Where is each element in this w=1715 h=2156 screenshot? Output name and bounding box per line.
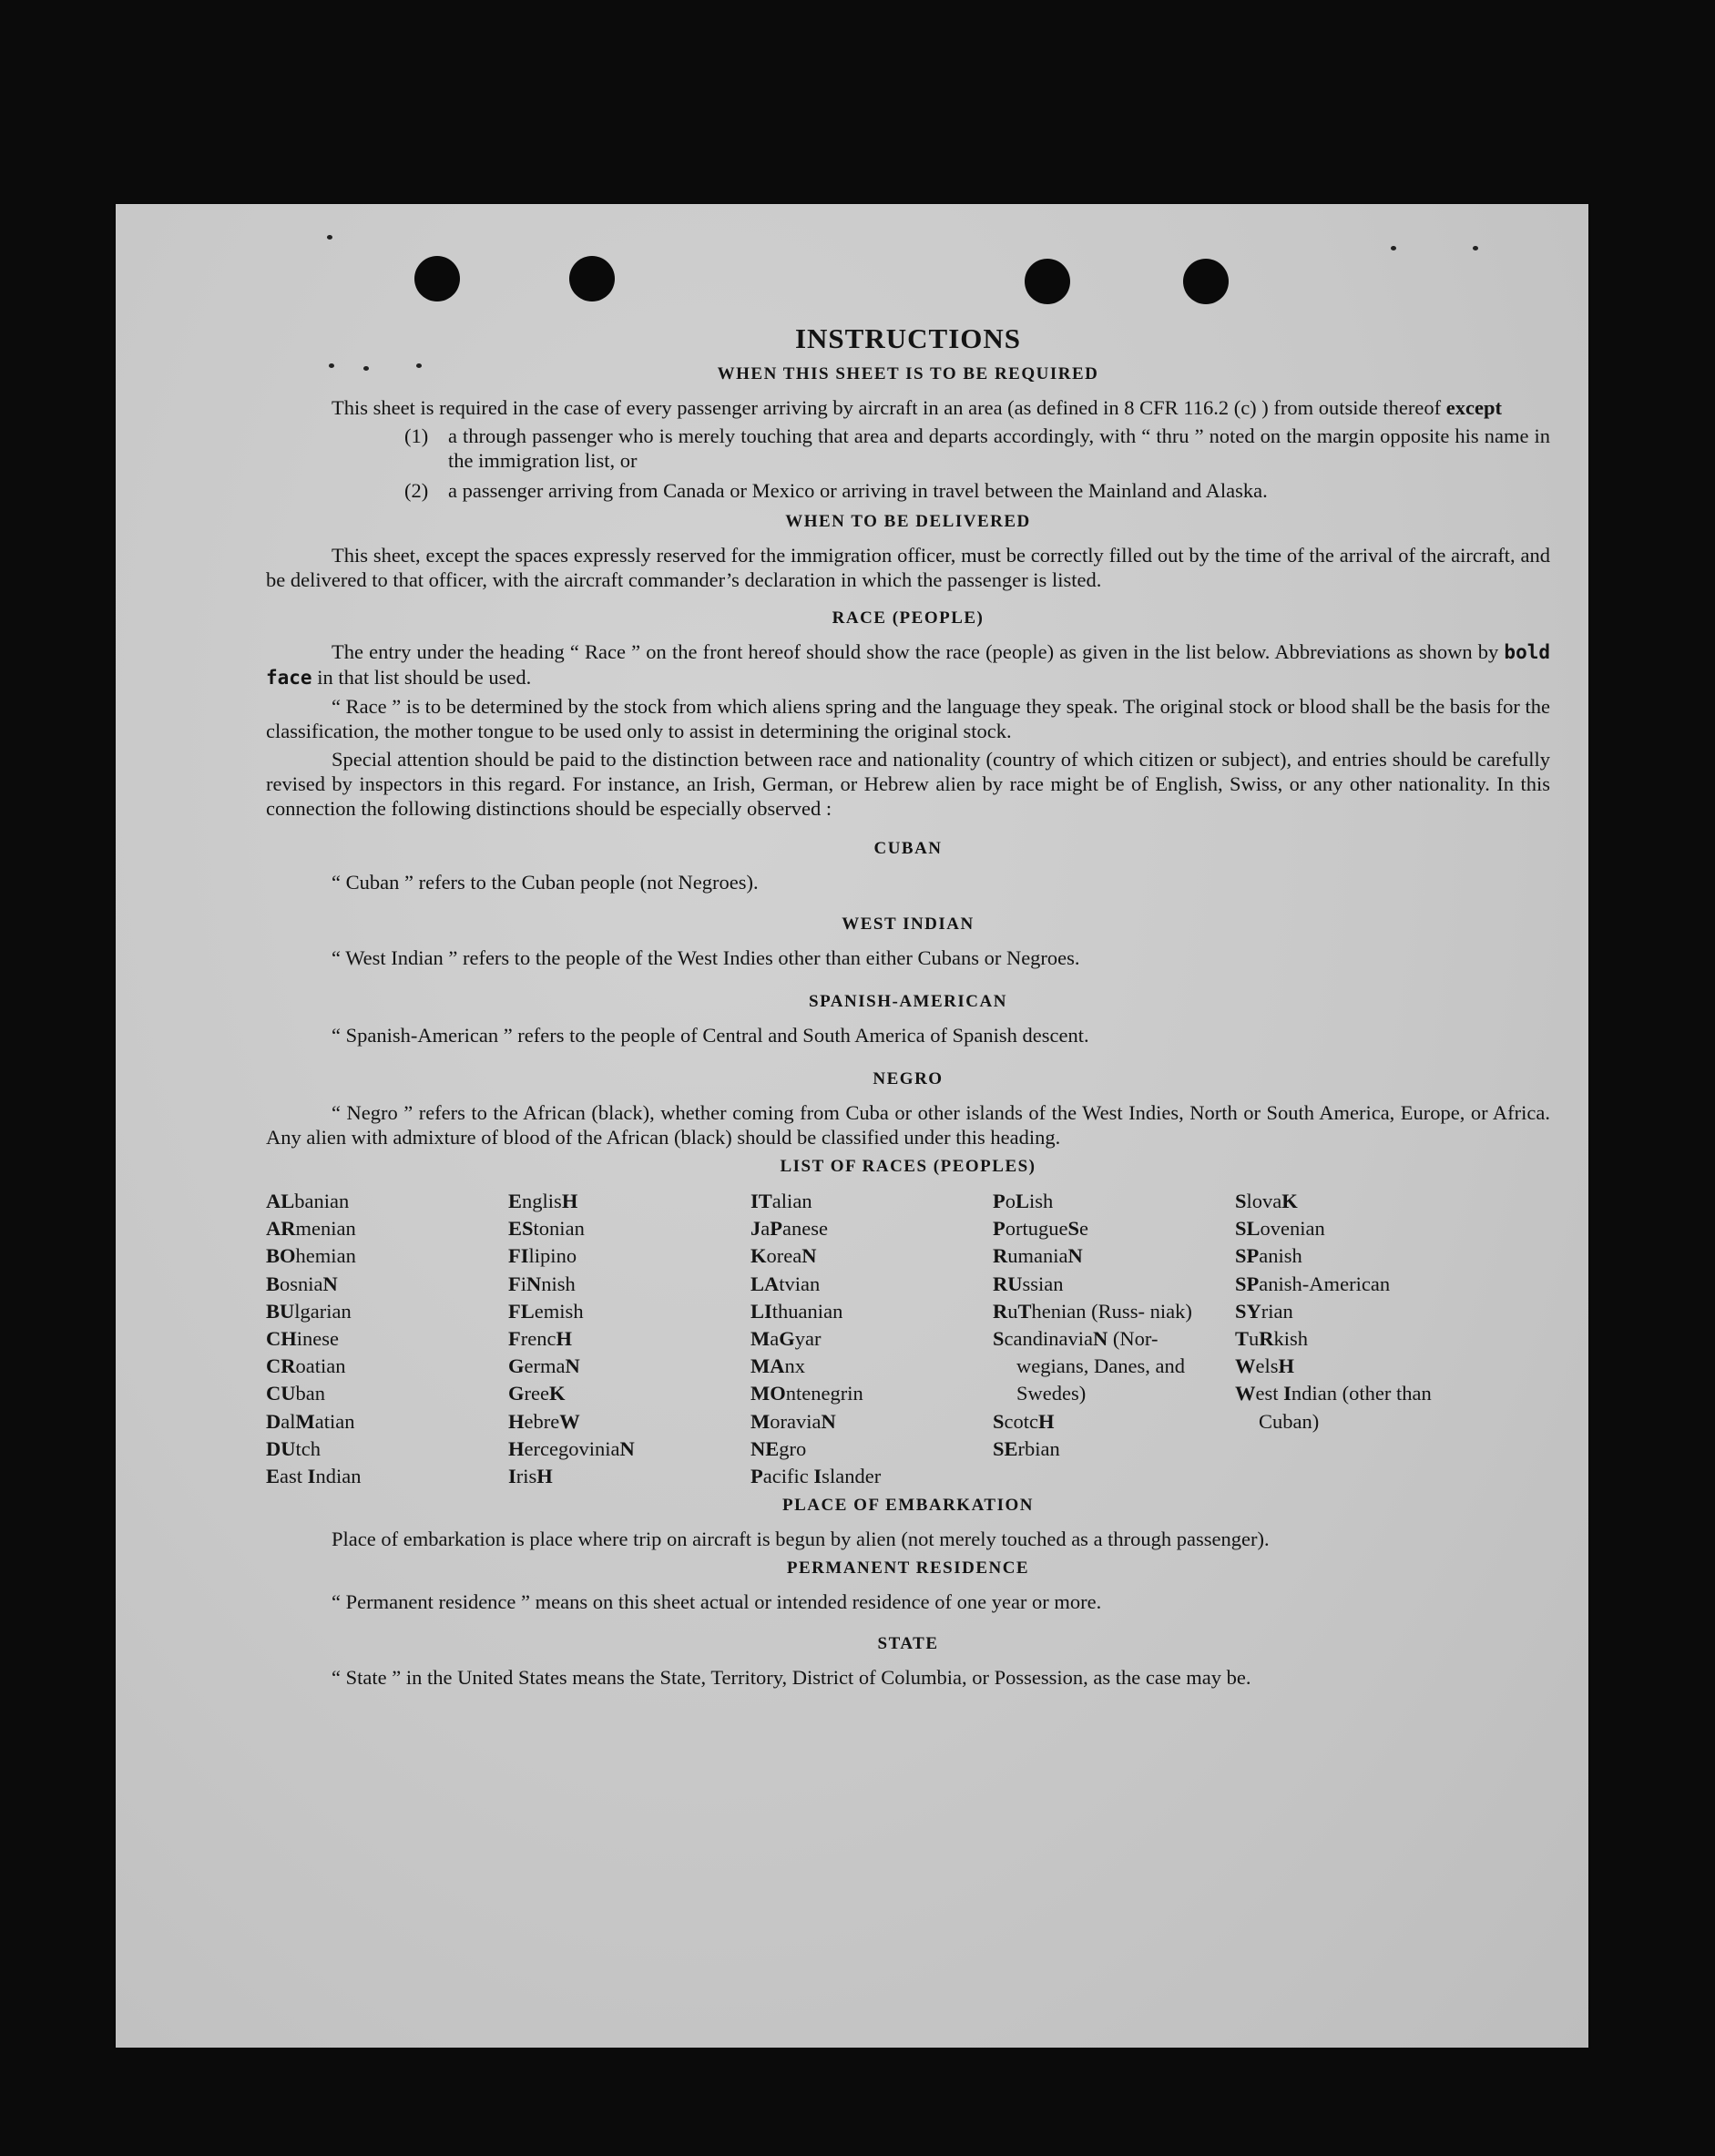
race-entry: TuRkish xyxy=(1235,1327,1309,1351)
race-entry: RuThenian (Russ- niak) xyxy=(993,1299,1192,1323)
heading-state: STATE xyxy=(877,1634,939,1654)
negro-text: “ Negro ” refers to the African (black), whether coming from Cuba or other islands of the West Indies, North or South America, Europe, or Africa. Any alien with admixture of blood of the African (black) should be classified under this heading. xyxy=(266,1101,1550,1149)
document-sheet xyxy=(116,204,1588,2048)
race-entry: WelsH xyxy=(1235,1354,1295,1378)
races-column xyxy=(266,1188,508,1490)
speck xyxy=(1391,246,1396,250)
required-exceptions xyxy=(266,424,1550,503)
race-entry: West Indian (other than Cuban) xyxy=(1235,1382,1432,1433)
race-entry: HercegoviniaN xyxy=(508,1436,635,1460)
race-entry: EStonian xyxy=(508,1217,585,1241)
race-entry: PoLish xyxy=(993,1190,1054,1212)
race-entry: JaPanese xyxy=(750,1217,829,1241)
punch-hole xyxy=(1025,259,1070,304)
race-entry: SErbian xyxy=(993,1436,1060,1460)
races-list xyxy=(266,1188,1550,1490)
race-entry: GermaN xyxy=(508,1354,580,1378)
race-entry: ITalian xyxy=(750,1190,812,1212)
race-entry: LAtvian xyxy=(750,1272,821,1295)
heading-negro: NEGRO xyxy=(873,1069,944,1088)
cuban-text: “ Cuban ” refers to the Cuban people (not Negroes). xyxy=(332,871,759,894)
exception-item xyxy=(266,478,1550,503)
exception-number: (1) xyxy=(404,424,429,447)
race-entry: MAnx xyxy=(750,1354,805,1378)
race-entry: EnglisH xyxy=(508,1190,578,1212)
race-entry: FLemish xyxy=(508,1299,584,1323)
race-entry: RUssian xyxy=(993,1272,1064,1295)
race-entry: SlovaK xyxy=(1235,1190,1298,1212)
race-entry: PortugueSe xyxy=(993,1217,1089,1241)
race-entry: FIlipino xyxy=(508,1244,577,1268)
race-paragraph-3: Special attention should be paid to the distinction between race and nationality (country of which citizen or subject), and entries should be carefully revised by inspectors in this regard. For instance, an Irish, German, or Hebrew alien by race might be of English, Swiss, or any other nationality. In this connection the following distinctions should be especially observed : xyxy=(266,748,1550,820)
heading-delivered: WHEN TO BE DELIVERED xyxy=(785,512,1031,531)
race-entry: FrencH xyxy=(508,1327,573,1351)
punch-hole xyxy=(414,256,460,301)
race-entry: BOhemian xyxy=(266,1244,356,1268)
instructions-content xyxy=(266,322,1550,1690)
race-entry: BUlgarian xyxy=(266,1299,352,1323)
race-entry: DUtch xyxy=(266,1436,322,1460)
race-entry: CHinese xyxy=(266,1327,340,1351)
race-entry: NEgro xyxy=(750,1436,807,1460)
race-entry: SYrian xyxy=(1235,1299,1293,1323)
race-paragraph-1 xyxy=(266,639,1550,690)
west-indian-text: “ West Indian ” refers to the people of the West Indies other than either Cubans or Negroes. xyxy=(332,946,1080,969)
race-entry: RumaniaN xyxy=(993,1244,1083,1268)
exception-number: (2) xyxy=(404,479,429,502)
speck xyxy=(327,235,332,240)
race-entry: ScandinaviaN (Nor- wegians, Danes, and Swedes) xyxy=(993,1327,1186,1405)
heading-spanish-american: SPANISH-AMERICAN xyxy=(809,992,1007,1011)
spanish-american-text: “ Spanish-American ” refers to the people of Central and South America of Spanish descent. xyxy=(332,1024,1089,1047)
embarkation-text: Place of embarkation is place where trip on aircraft is begun by alien (not merely touched as a through passenger). xyxy=(332,1528,1270,1551)
race-entry: SPanish-American xyxy=(1235,1272,1391,1295)
heading-cuban: CUBAN xyxy=(873,839,943,858)
race-entry: Pacific Islander xyxy=(750,1465,882,1488)
race-entry: HebreW xyxy=(508,1409,580,1433)
punch-hole xyxy=(569,256,615,301)
races-column xyxy=(750,1188,993,1490)
heading-embarkation: PLACE OF EMBARKATION xyxy=(782,1496,1034,1516)
race-entry: ARmenian xyxy=(266,1217,356,1241)
race-entry: KoreaN xyxy=(750,1244,817,1268)
heading-races-list: LIST OF RACES (PEOPLES) xyxy=(780,1157,1036,1176)
exception-text: a through passenger who is merely touching that area and departs accordingly, with “ thru ” noted on the margin opposite his name in the immigration list, or xyxy=(448,424,1550,472)
race-entry: IrisH xyxy=(508,1465,553,1488)
race-entry: FiNnish xyxy=(508,1272,576,1295)
required-intro-text: This sheet is required in the case of every passenger arriving by aircraft in an area (as defined in 8 CFR 116.2 (c) ) from outside thereof xyxy=(332,396,1442,419)
race-entry: CUban xyxy=(266,1382,325,1405)
race-p1-a: The entry under the heading “ Race ” on the front hereof should show the race (people) as given in the list below. Abbreviations as shown by xyxy=(332,640,1499,663)
race-entry: ScotcH xyxy=(993,1409,1055,1433)
residence-text: “ Permanent residence ” means on this sheet actual or intended residence of one year or more. xyxy=(332,1590,1102,1614)
race-entry: ALbanian xyxy=(266,1190,350,1212)
race-p1-bold: bold face xyxy=(266,641,1550,689)
required-intro-bold: except xyxy=(1445,396,1502,419)
punch-hole xyxy=(1183,259,1229,304)
race-entry: SLovenian xyxy=(1235,1217,1325,1241)
race-entry: MaGyar xyxy=(750,1327,822,1351)
races-column xyxy=(1235,1188,1454,1490)
races-column xyxy=(993,1188,1235,1490)
speck xyxy=(1473,246,1478,250)
race-entry: LIthuanian xyxy=(750,1299,843,1323)
race-entry: East Indian xyxy=(266,1465,362,1488)
heading-west-indian: WEST INDIAN xyxy=(842,915,975,934)
race-entry: MoraviaN xyxy=(750,1409,836,1433)
heading-residence: PERMANENT RESIDENCE xyxy=(786,1558,1030,1579)
heading-required: WHEN THIS SHEET IS TO BE REQUIRED xyxy=(717,364,1099,383)
required-intro xyxy=(266,395,1550,420)
exception-item xyxy=(266,424,1550,473)
race-entry: BosniaN xyxy=(266,1272,338,1295)
race-entry: DalMatian xyxy=(266,1409,355,1433)
page-title: INSTRUCTIONS xyxy=(794,322,1021,354)
race-entry: MOntenegrin xyxy=(750,1382,863,1405)
heading-race: RACE (PEOPLE) xyxy=(832,608,985,628)
races-column xyxy=(508,1188,750,1490)
state-text: “ State ” in the United States means the State, Territory, District of Columbia, or Possession, as the case may be. xyxy=(332,1666,1251,1690)
race-entry: CRoatian xyxy=(266,1354,346,1378)
delivered-text: This sheet, except the spaces expressly reserved for the immigration officer, must be correctly filled out by the time of the arrival of the aircraft, and be delivered to that officer, with the aircraft commander’s declaration in which the passenger is listed. xyxy=(266,544,1550,591)
race-paragraph-2: “ Race ” is to be determined by the stock from which aliens spring and the language they speak. The original stock or blood shall be the basis for the classification, the mother tongue to be used only to assist in determining the original stock. xyxy=(266,695,1550,742)
race-entry: GreeK xyxy=(508,1382,566,1405)
race-entry: SPanish xyxy=(1235,1244,1302,1268)
exception-text: a passenger arriving from Canada or Mexico or arriving in travel between the Mainland and Alaska. xyxy=(448,479,1268,502)
race-p1-b: in that list should be used. xyxy=(317,666,532,689)
